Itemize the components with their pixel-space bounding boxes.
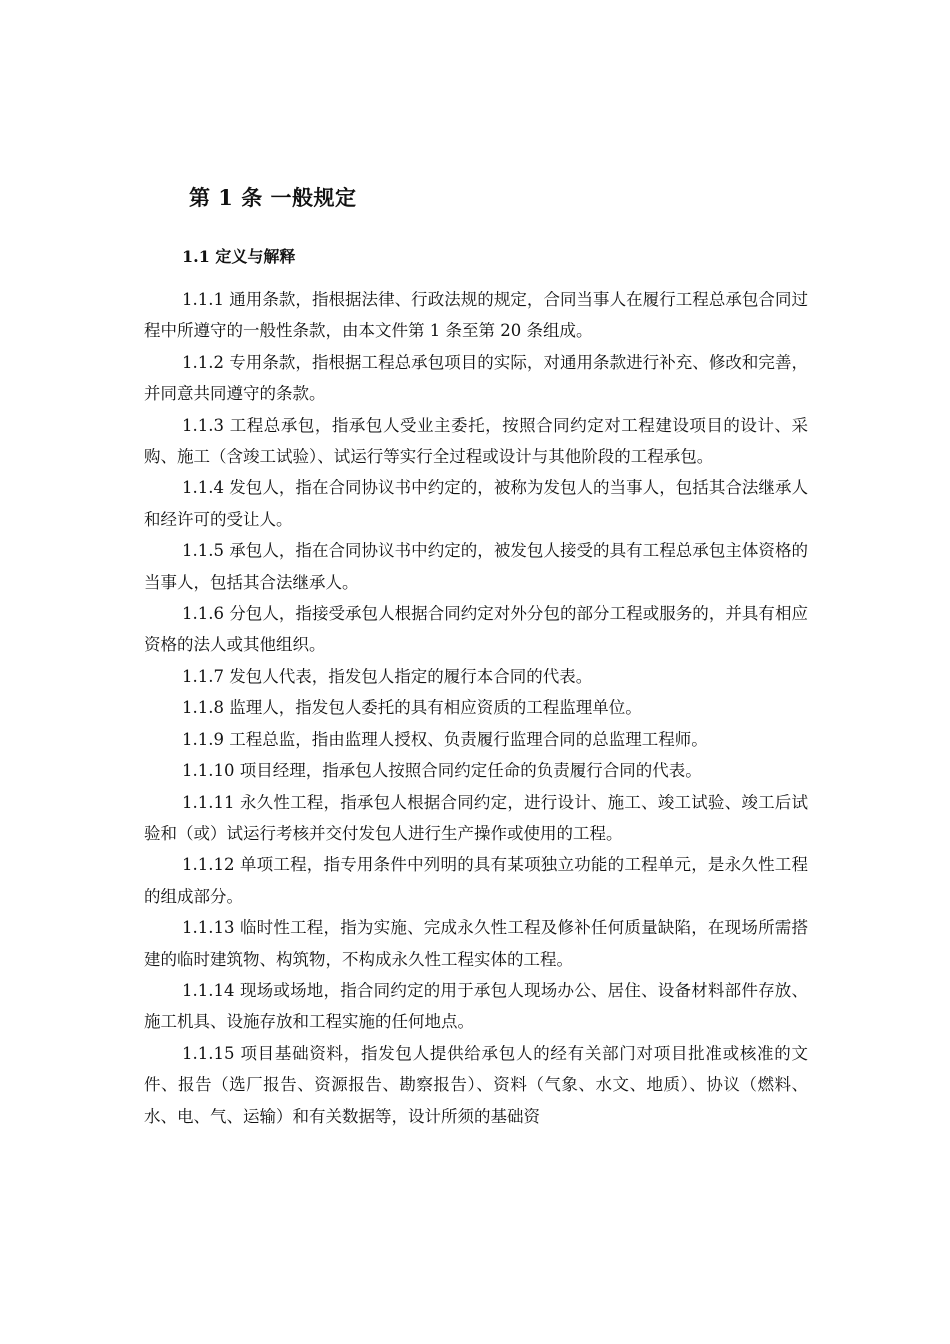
clause-1-1-13: 1.1.13 临时性工程，指为实施、完成永久性工程及修补任何质量缺陷，在现场所需搭建的临时建筑物、构筑物，不构成永久性工程实体的工程。 xyxy=(144,918,808,969)
clause-1-1-12: 1.1.12 单项工程，指专用条件中列明的具有某项独立功能的工程单元，是永久性工程的组成部分。 xyxy=(144,855,808,906)
clause-1-1-11: 1.1.11 永久性工程，指承包人根据合同约定，进行设计、施工、竣工试验、竣工后试验和（或）试运行考核并交付发包人进行生产操作或使用的工程。 xyxy=(144,792,808,843)
clause-1-1-9: 1.1.9 工程总监，指由监理人授权、负责履行监理合同的总监理工程师。 xyxy=(182,729,708,749)
clause-1-1-7: 1.1.7 发包人代表，指发包人指定的履行本合同的代表。 xyxy=(182,666,593,686)
clause-1-1-5: 1.1.5 承包人，指在合同协议书中约定的，被发包人接受的具有工程总承包主体资格的当事人，包括其合法继承人。 xyxy=(144,541,808,592)
clause-1-1-15: 1.1.15 项目基础资料，指发包人提供给承包人的经有关部门对项目批准或核准的文件、报告（选厂报告、资源报告、勘察报告）、资料（气象、水文、地质）、协议（燃料、水、电、气、运输）和有关数据等，设计所须的基础资 xyxy=(144,1043,808,1126)
section-title: 1.1 定义与解释 xyxy=(182,247,296,266)
clause-1-1-8: 1.1.8 监理人，指发包人委托的具有相应资质的工程监理单位。 xyxy=(182,698,642,718)
clause-1-1-2: 1.1.2 专用条款，指根据工程总承包项目的实际，对通用条款进行补充、修改和完善，并同意共同遵守的条款。 xyxy=(144,352,808,404)
article-title: 第 1 条 一般规定 xyxy=(189,185,357,210)
clause-1-1-10: 1.1.10 项目经理，指承包人按照合同约定任命的负责履行合同的代表。 xyxy=(182,761,702,781)
clause-1-1-6: 1.1.6 分包人，指接受承包人根据合同约定对外分包的部分工程或服务的，并具有相应资格的法人或其他组织。 xyxy=(144,604,808,655)
clause-list xyxy=(144,284,808,1132)
clause-1-1-4: 1.1.4 发包人，指在合同协议书中约定的，被称为发包人的当事人，包括其合法继承人和经许可的受让人。 xyxy=(144,478,808,529)
clause-1-1-3: 1.1.3 工程总承包，指承包人受业主委托，按照合同约定对工程建设项目的设计、采购、施工（含竣工试验）、试运行等实行全过程或设计与其他阶段的工程承包。 xyxy=(144,415,808,467)
clause-1-1-14: 1.1.14 现场或场地，指合同约定的用于承包人现场办公、居住、设备材料部件存放、施工机具、设施存放和工程实施的任何地点。 xyxy=(144,980,808,1032)
clause-1-1-1: 1.1.1 通用条款，指根据法律、行政法规的规定，合同当事人在履行工程总承包合同过程中所遵守的一般性条款，由本文件第 1 条至第 20 条组成。 xyxy=(144,290,808,341)
